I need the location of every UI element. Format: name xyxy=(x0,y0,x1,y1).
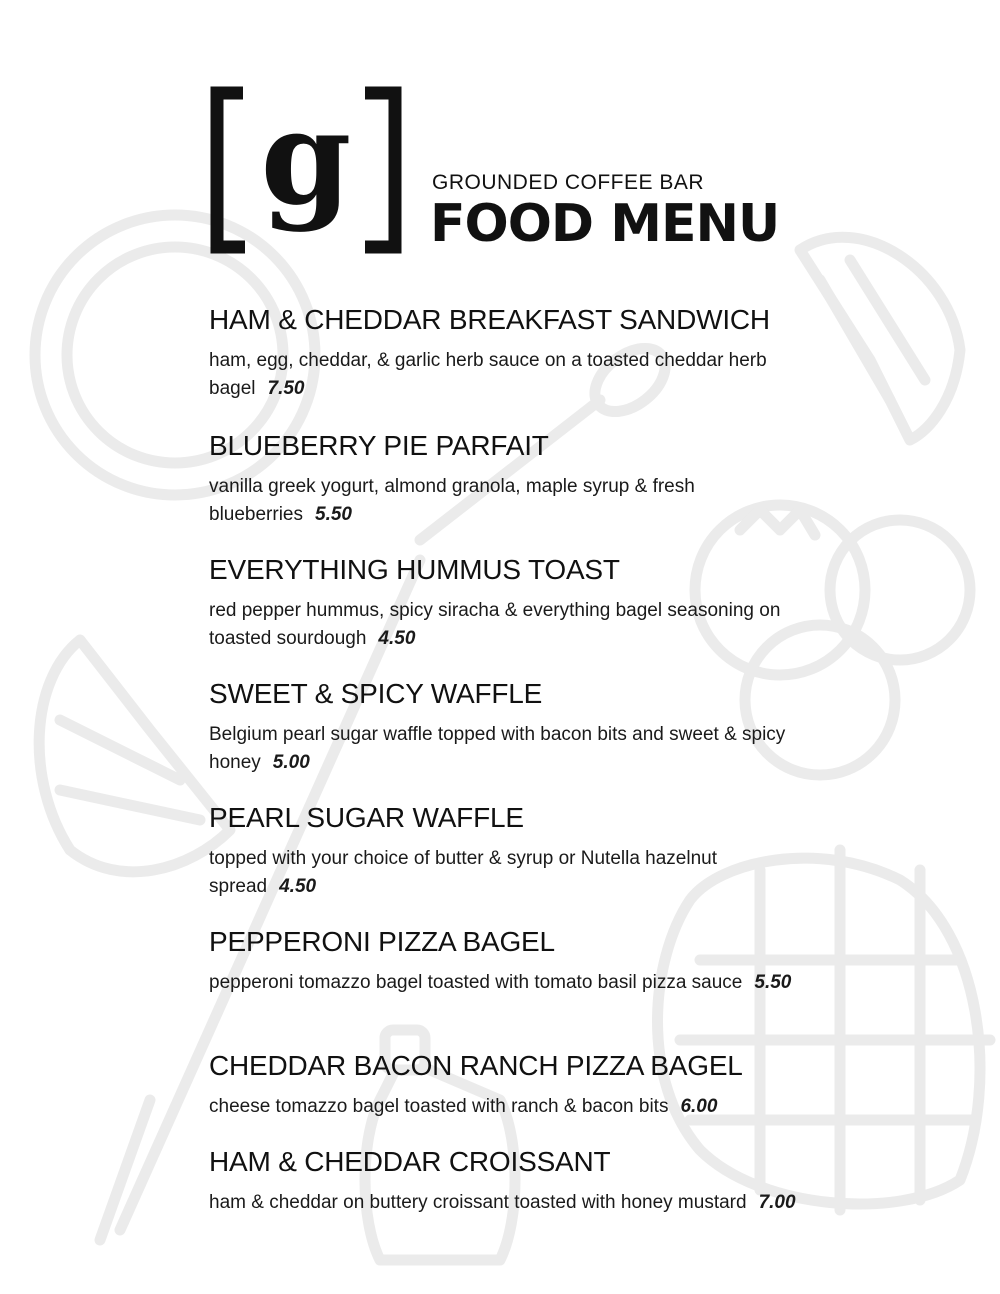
croissant-icon xyxy=(800,237,960,440)
menu-item-price: 5.00 xyxy=(272,752,310,773)
menu-item-description xyxy=(209,473,809,529)
menu-item xyxy=(209,1049,809,1121)
menu-item-description xyxy=(209,347,809,403)
menu-item-description-text: vanilla greek yogurt, almond granola, maple syrup & fresh blueberries xyxy=(209,476,695,525)
menu-item-description-text: topped with your choice of butter & syrup or Nutella hazelnut spread xyxy=(209,848,718,897)
menu-item-description-text: cheese tomazzo bagel toasted with ranch & bacon bits xyxy=(209,1096,669,1117)
menu-item-price: 5.50 xyxy=(315,504,352,525)
croissant-icon xyxy=(39,640,230,872)
menu-item-description-text: ham & cheddar on buttery croissant toasted with honey mustard xyxy=(209,1192,747,1213)
page-title: FOOD MENU xyxy=(430,194,780,254)
menu-item-description-text: pepperoni tomazzo bagel toasted with tomato basil pizza sauce xyxy=(209,972,743,993)
menu-item-description xyxy=(209,1093,809,1121)
menu-item-description xyxy=(209,597,809,653)
menu-item-name: PEARL SUGAR WAFFLE xyxy=(209,802,524,833)
menu-item xyxy=(209,801,809,901)
menu-item-name: HAM & CHEDDAR CROISSANT xyxy=(209,1146,611,1177)
menu-item-description-text: ham, egg, cheddar, & garlic herb sauce on a toasted cheddar herb bagel xyxy=(209,350,767,399)
menu-item-description-text: red pepper hummus, spicy siracha & everything bagel seasoning on toasted sourdough xyxy=(209,600,781,649)
menu-item-price: 7.50 xyxy=(267,378,305,399)
menu-item-name: HAM & CHEDDAR BREAKFAST SANDWICH xyxy=(209,304,770,335)
menu-item-price: 4.50 xyxy=(378,628,416,649)
menu-item-name: EVERYTHING HUMMUS TOAST xyxy=(209,554,620,585)
menu-item-name: BLUEBERRY PIE PARFAIT xyxy=(209,430,549,461)
menu-item-price: 4.50 xyxy=(279,876,317,897)
menu-item-name: PEPPERONI PIZZA BAGEL xyxy=(209,926,555,957)
menu-item xyxy=(209,303,809,403)
menu-item xyxy=(209,429,809,529)
menu-item-description xyxy=(209,845,809,901)
menu-item-name: SWEET & SPICY WAFFLE xyxy=(209,678,543,709)
menu-item-description xyxy=(209,969,809,997)
menu-item-description xyxy=(209,1189,809,1217)
menu-item-description-text: Belgium pearl sugar waffle topped with bacon bits and sweet & spicy honey xyxy=(209,724,786,773)
grounded-logo-icon xyxy=(205,85,410,255)
menu-item xyxy=(209,1145,809,1217)
menu-item xyxy=(209,553,809,653)
menu-item-name: CHEDDAR BACON RANCH PIZZA BAGEL xyxy=(209,1050,743,1081)
menu-item-price: 7.00 xyxy=(758,1192,796,1213)
menu-item xyxy=(209,925,809,997)
menu-item xyxy=(209,677,809,777)
menu-item-price: 5.50 xyxy=(754,972,792,993)
menu-item-description xyxy=(209,721,809,777)
brand-subtitle: GROUNDED COFFEE BAR xyxy=(432,171,705,194)
logo-letter: g xyxy=(260,85,352,234)
menu-item-price: 6.00 xyxy=(680,1096,718,1117)
